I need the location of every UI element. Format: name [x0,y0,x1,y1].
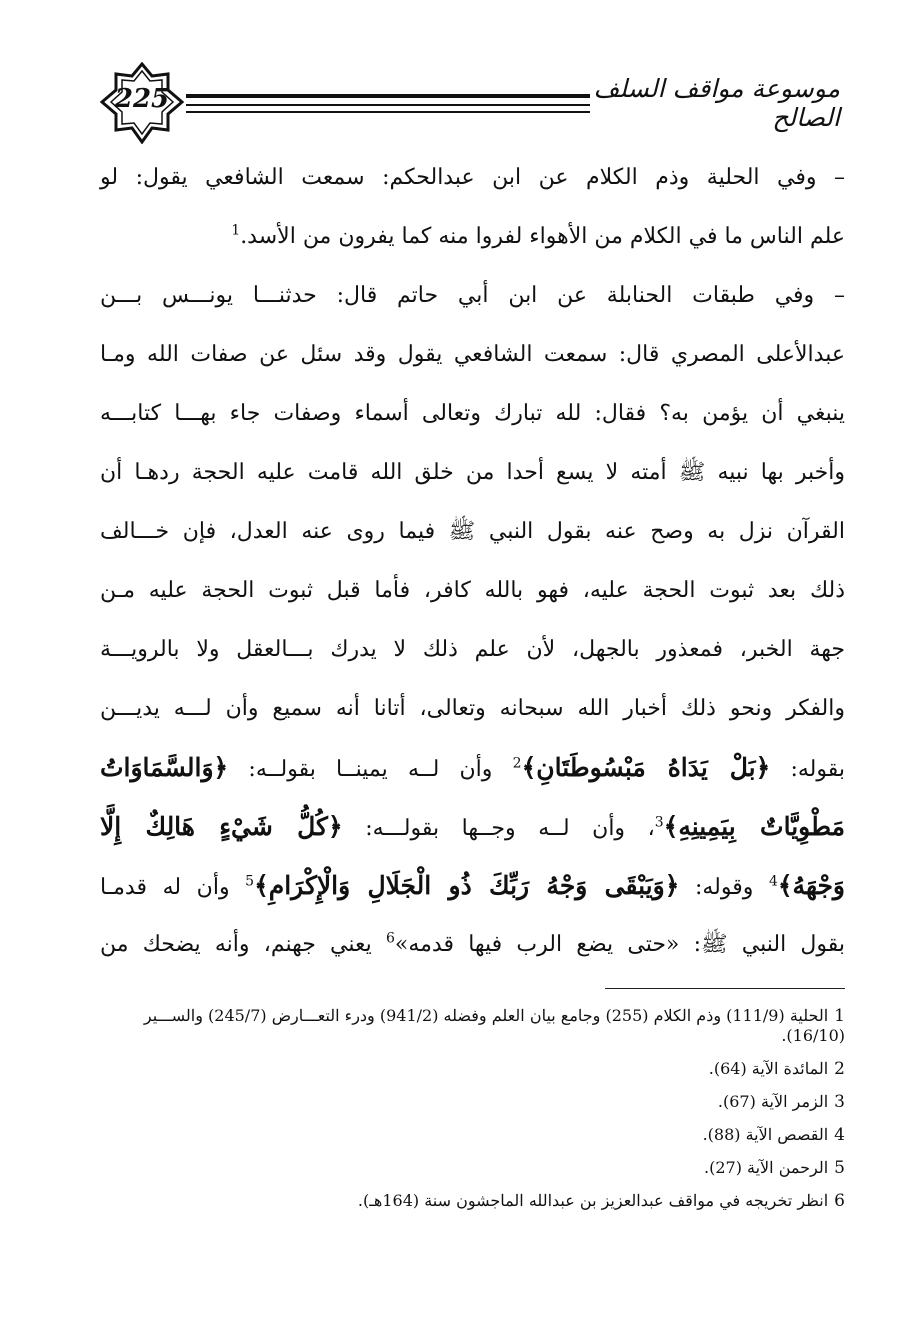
text-line: جهة الخبر، فمعذور بالجهل، لأن علم ذلك لا يدرك بـــالعقل ولا بالرويـــة [100,637,845,662]
quran-quote: وَجْهَهُ﴾ [777,871,845,900]
footnote-5: 5الرحمن الآية (27). [704,1158,845,1178]
quran-quote: ﴿كُلُّ شَيْءٍ هَالِكٌ إِلَّا [100,812,343,841]
footnote-ref: 6 [385,930,395,947]
text-line: ينبغي أن يؤمن به؟ فقال: لله تبارك وتعالى أسماء وصفات جاء بهـــا كتابـــه [100,401,845,426]
footnote-4: 4القصص الآية (88). [702,1125,845,1145]
header-rule [186,104,590,106]
footnote-ref: 2 [512,755,522,772]
footnote-separator [605,988,845,989]
text-line: مَطْوِيَّاتٌ بِيَمِينِهِ﴾$^3$، وأن لــه وجــها بقولـــه: ﴿كُلُّ شَيْءٍ هَالِكٌ إِلَّا [100,812,845,841]
text-line: – وفي طبقات الحنابلة عن ابن أبي حاتم قال: حدثنـــا يونـــس بـــن [100,283,845,308]
header-rule [186,94,590,98]
footnote-ref: 4 [768,873,778,890]
page-header [100,62,840,144]
text-line: – وفي الحلية وذم الكلام عن ابن عبدالحكم: سمعت الشافعي يقول: لو [100,165,845,190]
footnote-3: 3الزمر الآية (67). [717,1092,845,1112]
page-number-badge [100,62,184,144]
text-line: عبدالأعلى المصري قال: سمعت الشافعي يقول وقد سئل عن صفات الله ومـا [100,342,845,367]
footnote-6: 6انظر تخريجه في مواقف عبدالعزيز بن عبدالله الماجشون سنة (164هـ). [357,1191,845,1211]
text-line: وأخبر بها نبيه ﷺ أمته لا يسع أحدا من خلق الله قامت عليه الحجة ردهـا أن [100,460,845,485]
quran-quote: ﴿وَالسَّمَاوَاتُ [100,753,229,782]
footnote-ref: 3 [654,814,664,831]
footnotes [100,1000,845,1218]
paragraph-1 [100,148,845,266]
quran-quote: ﴿وَيَبْقَى وَجْهُ رَبِّكَ ذُو الْجَلَالِ وَالْإِكْرَامِ﴾ [254,871,680,900]
quran-quote: مَطْوِيَّاتٌ بِيَمِينِهِ﴾ [663,812,845,841]
text-line: والفكر ونحو ذلك أخبار الله سبحانه وتعالى، أتانا أنه سميع وأن لـــه يديـــن [100,696,845,721]
header-rule [186,111,590,113]
footnote-1: 1الحلية (111/9) وذم الكلام (255) وجامع بيان العلم وفضله (941/2) ودرء التعـــارض (245/7) والســـير (16/10). [143,1006,845,1045]
footnote-ref: 1 [231,222,241,239]
page-number: 225 [114,84,170,114]
text-line: وَجْهَهُ﴾$^4$ وقوله: ﴿وَيَبْقَى وَجْهُ رَبِّكَ ذُو الْجَلَالِ وَالْإِكْرَامِ﴾$^5$ وأن له قدمـا [100,871,845,900]
book-title: موسوعة مواقف السلف الصالح [593,74,840,132]
paragraph-2 [100,266,845,974]
text-line: القرآن نزل به وصح عنه بقول النبي ﷺ فيما روى عنه العدل، فإن خـــالف [100,519,845,544]
text-line: ذلك بعد ثبوت الحجة عليه، فهو بالله كافر، فأما قبل ثبوت الحجة عليه مـن [100,578,845,603]
text-line: بقوله: ﴿بَلْ يَدَاهُ مَبْسُوطَتَانِ﴾$^2$ وأن لــه يمينــا بقولــه: ﴿وَالسَّمَاوَاتُ [100,753,845,782]
text-line: بقول النبي ﷺ: «حتى يضع الرب فيها قدمه»$^6$ يعني جهنم، وأنه يضحك من [100,930,846,957]
text-line: علم الناس ما في الكلام من الأهواء لفروا منه كما يفرون من الأسد.$^1$ [231,222,845,249]
main-text [100,148,845,974]
footnote-ref: 5 [245,873,255,890]
quran-quote: ﴿بَلْ يَدَاهُ مَبْسُوطَتَانِ﴾ [521,753,771,782]
footnote-2: 2المائدة الآية (64). [708,1059,845,1079]
